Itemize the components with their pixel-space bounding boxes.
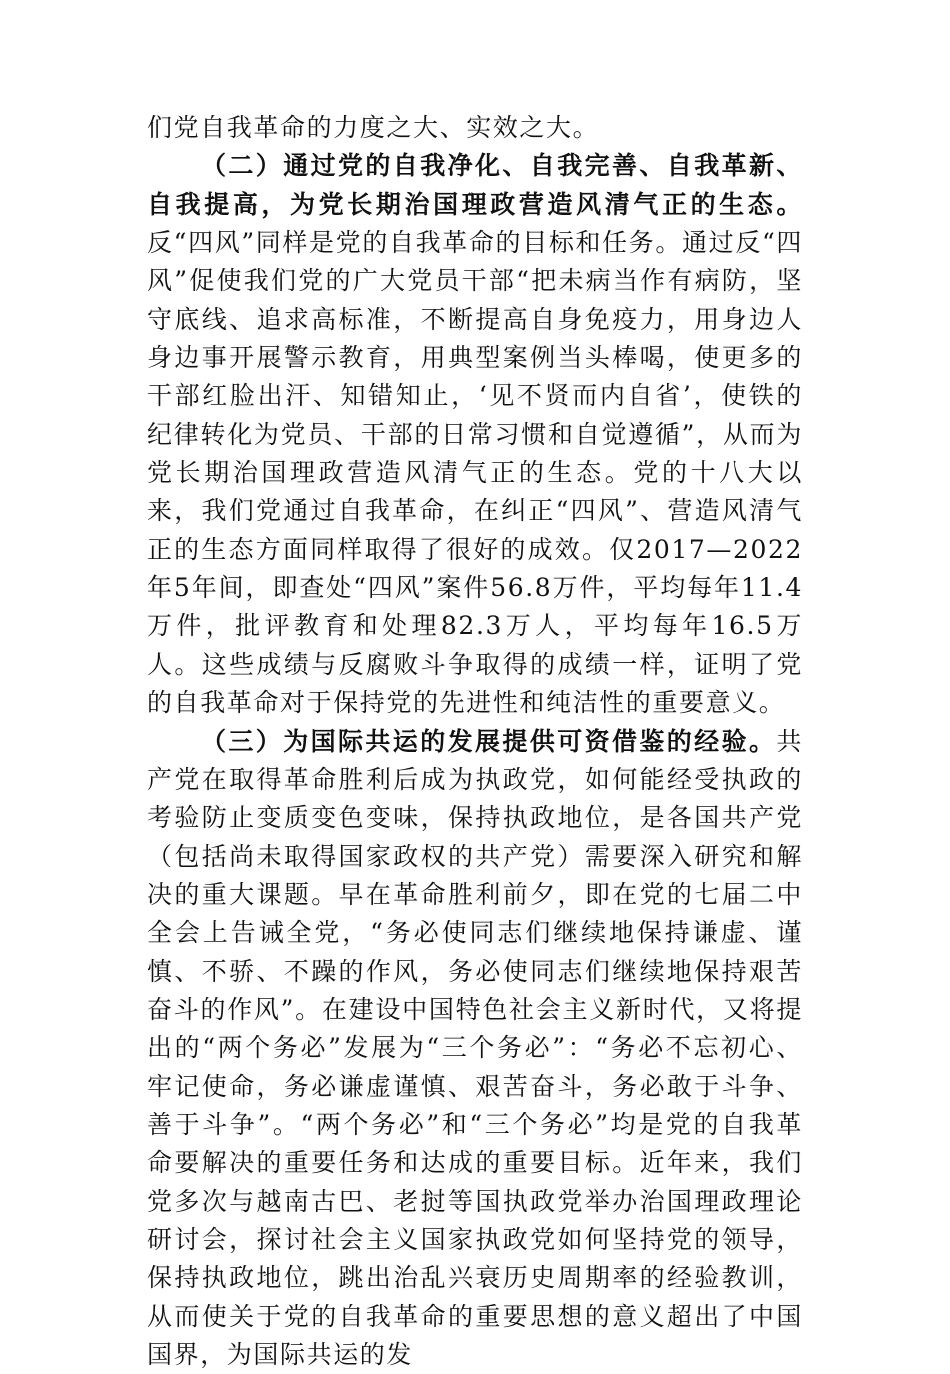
paragraph-section-three — [147, 723, 803, 1374]
paragraph-continuation — [147, 109, 803, 147]
section-heading-three: （三）为国际共运的发展提供可资借鉴的经验。 — [201, 727, 776, 756]
paragraph-text: 们党自我革命的力度之大、实效之大。 — [147, 113, 599, 142]
paragraph-section-two — [147, 147, 803, 722]
body-text — [147, 109, 803, 1374]
paragraph-text: 反“四风”同样是党的自我革命的目标和任务。通过反“四风”促使我们党的广大党员干部“把未病当作有病防，坚守底线、追求高标准，不断提高自身免疫力，用身边人身边事开展警示教育，用典型案例当头棒喝，使更多的干部红脸出汗、知错知止，‘见不贤而内自省’，使铁的纪律转化为党员、干部的日常习惯和自觉遵循”，从而为党长期治国理政营造风清气正的生态。党的十八大以来，我们党通过自我革命，在纠正“四风”、营造风清气正的生态方面同样取得了很好的成效。仅2017—2022年5年间，即查处“四风”案件56.8万件，平均每年11.4万件，批评教育和处理82.3万人，平均每年16.5万人。这些成绩与反腐败斗争取得的成绩一样，证明了党的自我革命对于保持党的先进性和纯洁性的重要意义。 — [147, 228, 803, 717]
paragraph-text: 共产党在取得革命胜利后成为执政党，如何能经受执政的考验防止变质变色变味，保持执政地位，是各国共产党（包括尚未取得国家政权的共产党）需要深入研究和解决的重大课题。早在革命胜利前夕，即在党的七届二中全会上告诫全党，“务必使同志们继续地保持谦虚、谨慎、不骄、不躁的作风，务必使同志们继续地保持艰苦奋斗的作风”。在建设中国特色社会主义新时代，又将提出的“两个务必”发展为“三个务必”：“务必不忘初心、牢记使命，务必谦虚谨慎、艰苦奋斗，务必敢于斗争、善于斗争”。“两个务必”和“三个务必”均是党的自我革命要解决的重要任务和达成的重要目标。近年来，我们党多次与越南古巴、老挝等国执政党举办治国理政理论研讨会，探讨社会主义国家执政党如何坚持党的领导，保持执政地位，跳出治乱兴衰历史周期率的经验教训，从而使关于党的自我革命的重要思想的意义超出了中国国界，为国际共运的发 — [147, 727, 803, 1370]
section-heading-two: （二）通过党的自我净化、自我完善、自我革新、自我提高，为党长期治国理政营造风清气正的生态。 — [147, 151, 803, 218]
